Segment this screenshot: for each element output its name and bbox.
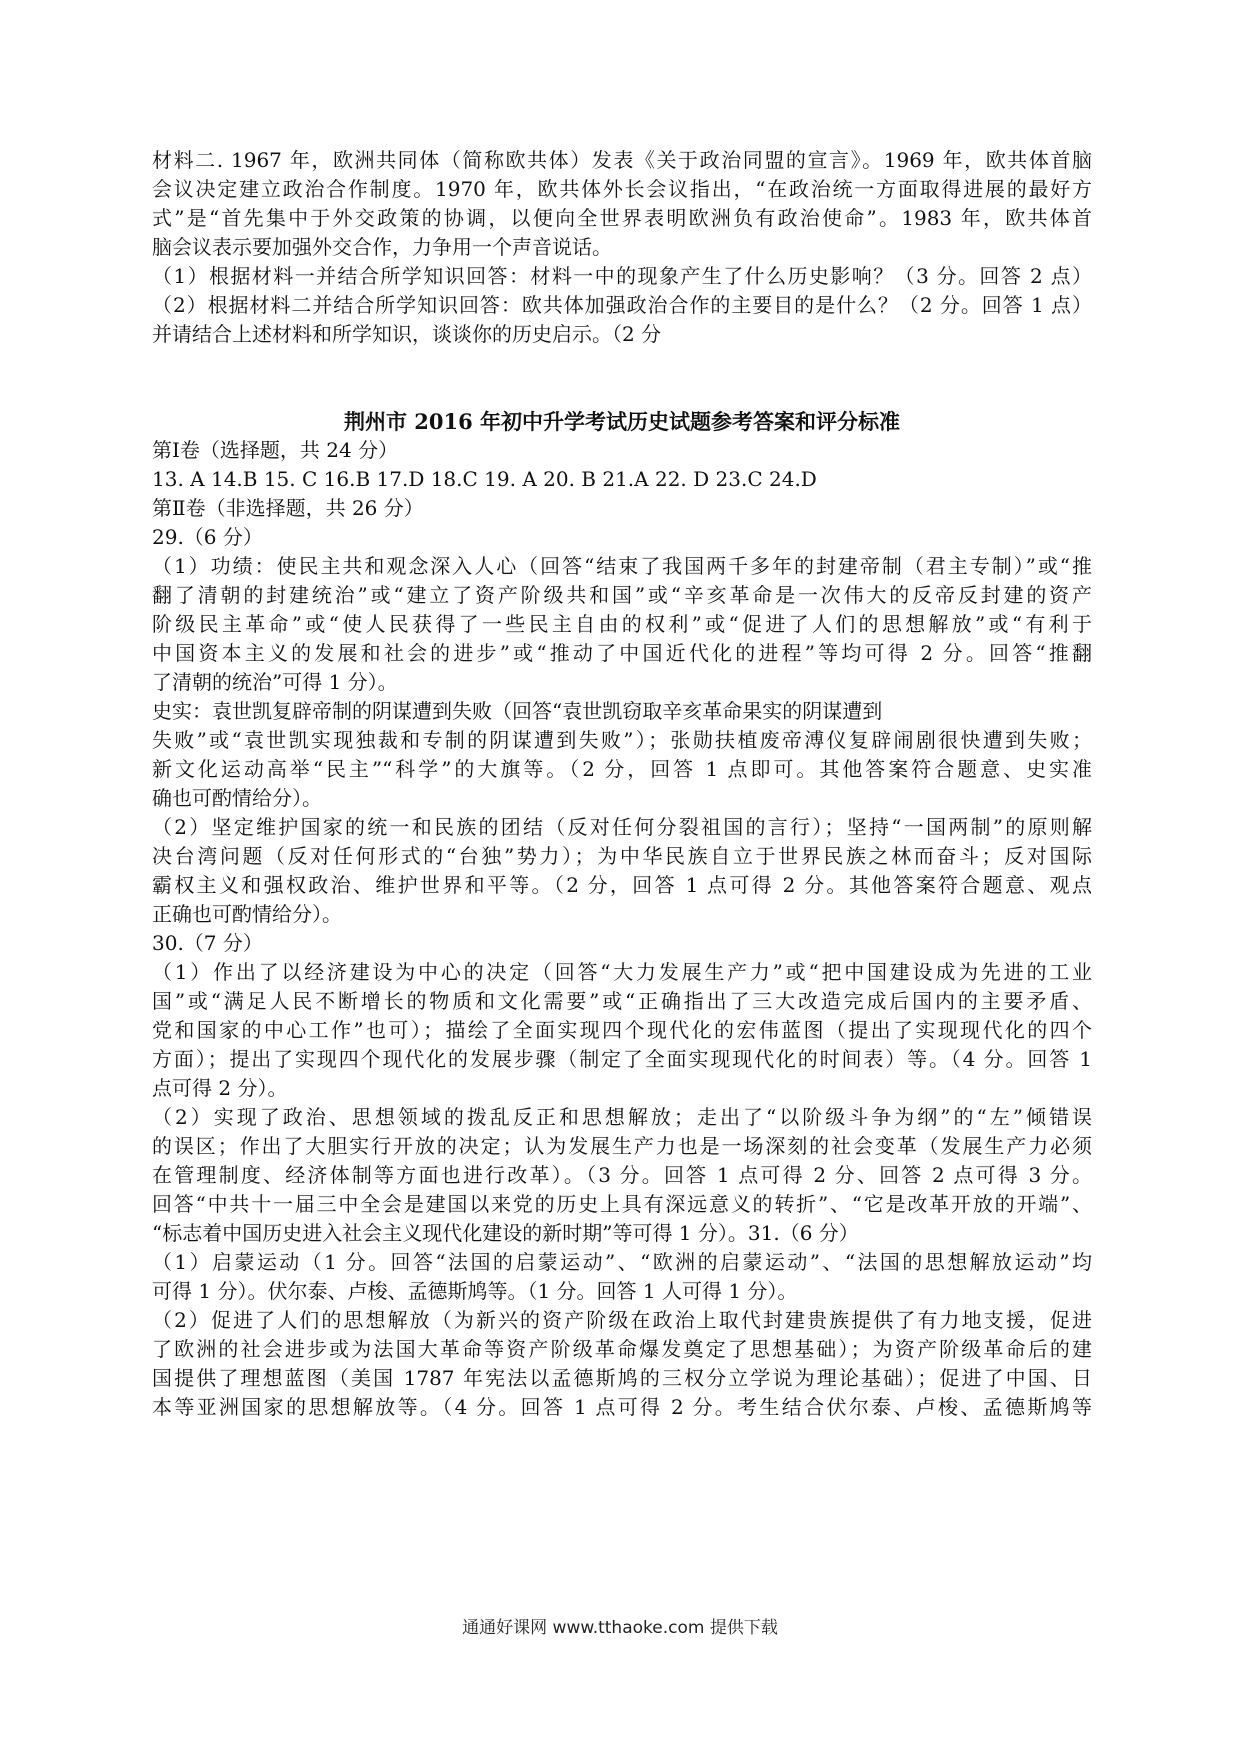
answer-line: 决台湾问题（反对任何形式的“台独”势力）；为中华民族自立于世界民族之林而奋斗；反对国际 (152, 844, 1092, 868)
answer-line: 正确也可酌情给分）。 (152, 902, 342, 926)
answer-line: 了清朝的统治”可得 1 分）。 (152, 670, 398, 694)
question-line: 并请结合上述材料和所学知识，谈谈你的历史启示。（2 分 (152, 322, 662, 346)
answer-line: 党和国家的中心工作”也可）；描绘了全面实现四个现代化的宏伟蓝图（提出了实现现代化的四个 (152, 1018, 1092, 1042)
answers-section (152, 436, 1092, 1422)
answer-line: 回答“中共十一届三中全会是建国以来党的历史上具有深远意义的转折”、“它是改革开放的开端”、 (152, 1192, 1092, 1216)
material-line: 式”是“首先集中于外交政策的协调，以便向全世界表明欧洲负有政治使命”。1983 年，欧共体首 (152, 206, 1092, 230)
answer-line: 霸权主义和强权政治、维护世界和平等。（2 分，回答 1 点可得 2 分。其他答案符合题意、观点 (152, 873, 1092, 897)
page-content (152, 146, 1092, 1422)
answer-line: “标志着中国历史进入社会主义现代化建设的新时期”等可得 1 分）。31.（6 分） (152, 1221, 859, 1245)
material-section (152, 146, 1092, 349)
footer-text: 通通好课网 www.tthaoke.com 提供下载 (462, 1618, 778, 1638)
answer-line: 本等亚洲国家的思想解放等。（4 分。回答 1 点可得 2 分。考生结合伏尔泰、卢梭、孟德斯鸠等 (152, 1395, 1092, 1419)
question-line: （2）根据材料二并结合所学知识回答：欧共体加强政治合作的主要目的是什么？（2 分。回答 1 点） (152, 293, 1092, 317)
answer-title: 荆州市 2016 年初中升学考试历史试题参考答案和评分标准 (343, 409, 901, 434)
answer-line: （1）功绩：使民主共和观念深入人心（回答“结束了我国两千多年的封建帝制（君主专制）”或“推 (152, 554, 1092, 578)
answer-line: 失败”或“袁世凯实现独裁和专制的阴谋遭到失败”）；张勋扶植废帝溥仪复辟闹剧很快遭到失败； (152, 728, 1092, 752)
answer-line: 13. A 14.B 15. C 16.B 17.D 18.C 19. A 20. B 21.A 22. D 23.C 24.D (152, 467, 817, 491)
material-line: 会议决定建立政治合作制度。1970 年，欧共体外长会议指出，“在政治统一方面取得进展的最好方 (152, 177, 1092, 201)
answer-line: 在管理制度、经济体制等方面也进行改革）。（3 分。回答 1 点可得 2 分、回答 2 点可得 3 分。 (152, 1163, 1092, 1187)
answer-line: 第Ⅱ卷（非选择题，共 26 分） (152, 496, 424, 520)
answer-line: 第Ⅰ卷（选择题，共 24 分） (152, 438, 399, 462)
material-line: 脑会议表示要加强外交合作，力争用一个声音说话。 (152, 235, 612, 259)
answer-line: 方面）；提出了实现四个现代化的发展步骤（制定了全面实现现代化的时间表）等。（4 分。回答 1 (152, 1047, 1092, 1071)
answer-line: 点可得 2 分）。 (152, 1076, 288, 1100)
answer-line: 新文化运动高举“民主”“科学”的大旗等。（2 分，回答 1 点即可。其他答案符合题意、史实准 (152, 757, 1092, 781)
section-gap (152, 349, 1092, 407)
material-line: 材料二. 1967 年，欧洲共同体（简称欧共体）发表《关于政治同盟的宣言》。1969 年，欧共体首脑 (152, 148, 1092, 172)
answer-line: （1）作出了以经济建设为中心的决定（回答“大力发展生产力”或“把中国建设成为先进的工业 (152, 960, 1092, 984)
answer-line: 国提供了理想蓝图（美国 1787 年宪法以孟德斯鸠的三权分立学说为理论基础）；促进了中国、日 (152, 1366, 1092, 1390)
answer-line: （2）促进了人们的思想解放（为新兴的资产阶级在政治上取代封建贵族提供了有力地支援，促进 (152, 1308, 1092, 1332)
question-line: （1）根据材料一并结合所学知识回答：材料一中的现象产生了什么历史影响？（3 分。回答 2 点） (152, 264, 1092, 288)
answer-line: （2）实现了政治、思想领域的拨乱反正和思想解放；走出了“以阶级斗争为纲”的“左”倾错误 (152, 1105, 1092, 1129)
answer-line: 史实：袁世凯复辟帝制的阴谋遭到失败（回答“袁世凯窃取辛亥革命果实的阴谋遭到 (152, 699, 883, 723)
answer-line: 阶级民主革命”或“使人民获得了一些民主自由的权利”或“促进了人们的思想解放”或“有利于 (152, 612, 1092, 636)
answer-line: 翻了清朝的封建统治”或“建立了资产阶级共和国”或“辛亥革命是一次伟大的反帝反封建的资产 (152, 583, 1092, 607)
answer-line: 的误区；作出了大胆实行开放的决定；认为发展生产力也是一场深刻的社会变革（发展生产力必须 (152, 1134, 1092, 1158)
answer-line: （1）启蒙运动（1 分。回答“法国的启蒙运动”、“欧洲的启蒙运动”、“法国的思想解放运动”均 (152, 1250, 1092, 1274)
answer-line: 中国资本主义的发展和社会的进步”或“推动了中国近代化的进程”等均可得 2 分。回答“推翻 (152, 641, 1092, 665)
answer-line: 确也可酌情给分）。 (152, 786, 322, 810)
answer-line: 可得 1 分）。伏尔泰、卢梭、孟德斯鸠等。（1 分。回答 1 人可得 1 分）。 (152, 1279, 798, 1303)
answer-line: （2）坚定维护国家的统一和民族的团结（反对任何分裂祖国的言行）；坚持“一国两制”的原则解 (152, 815, 1092, 839)
answer-line: 29.（6 分） (152, 525, 263, 549)
answer-line: 30.（7 分） (152, 931, 263, 955)
answer-line: 了欧洲的社会进步或为法国大革命等资产阶级革命爆发奠定了思想基础）；为资产阶级革命后的建 (152, 1337, 1092, 1361)
answer-line: 国”或“满足人民不断增长的物质和文化需要”或“正确指出了三大改造完成后国内的主要矛盾、 (152, 989, 1092, 1013)
